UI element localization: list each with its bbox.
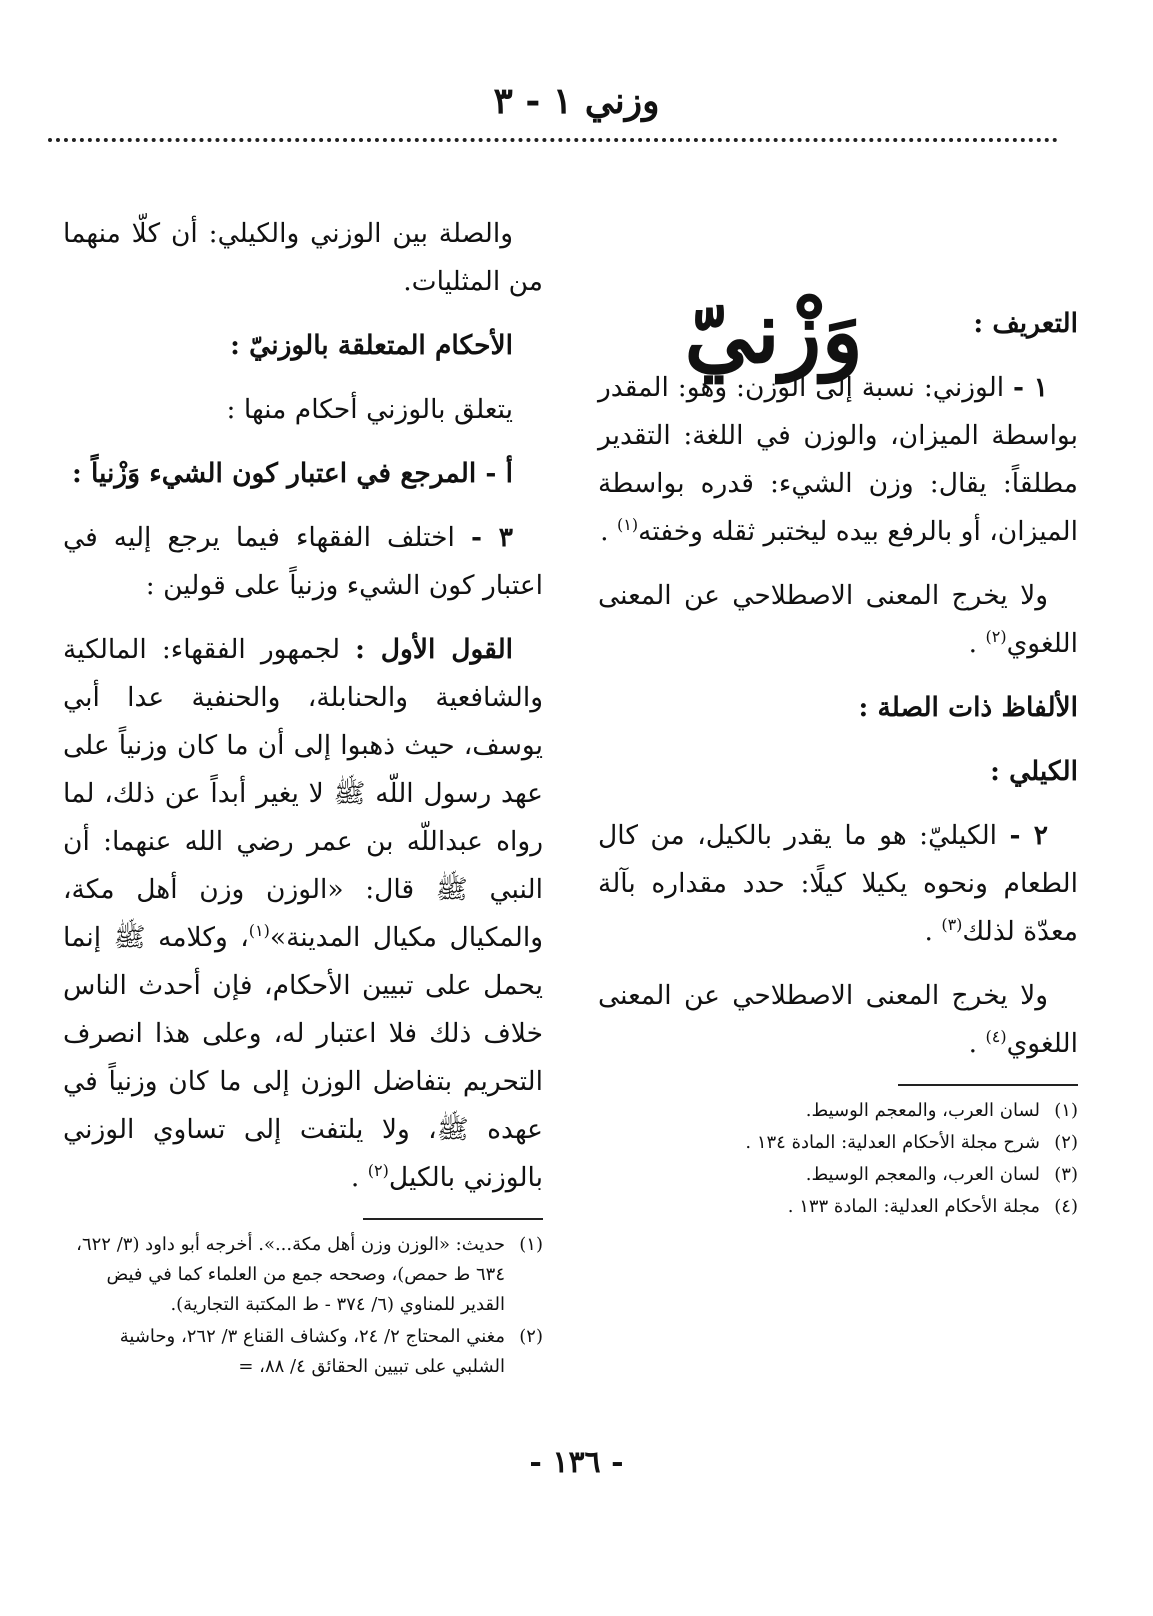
footnote-text: مغني المحتاج ٢/ ٢٤، وكشاف القناع ٣/ ٢٦٢، وحاشية الشلبي على تبيين الحقائق ٤/ ٨٨، = <box>119 1326 505 1377</box>
page-number: - ١٣٦ - <box>529 1445 624 1480</box>
footnote-number: (١) <box>519 1234 543 1255</box>
footnote-ref: (٢) <box>367 1161 389 1181</box>
footnote-text: مجلة الأحكام العدلية: المادة ١٣٣ . <box>787 1196 1040 1217</box>
footnote-rule <box>363 1218 543 1220</box>
period: . <box>600 516 609 547</box>
period: . <box>350 1162 360 1193</box>
footnote <box>63 1230 543 1320</box>
paragraph-1 <box>598 364 1078 556</box>
footnote-rule <box>898 1084 1078 1086</box>
footnote-number: (١) <box>1054 1100 1078 1121</box>
right-footnotes <box>598 1096 1078 1222</box>
footnote-ref: (١) <box>248 921 270 941</box>
footnote-number: (٤) <box>1054 1196 1078 1217</box>
paragraph-text: ولا يخرج المعنى الاصطلاحي عن المعنى اللغوي <box>598 580 1078 659</box>
paragraph-2 <box>598 572 1078 668</box>
footnote <box>598 1160 1078 1190</box>
paragraph-rulings-intro: يتعلق بالوزني أحكام منها : <box>226 394 513 425</box>
period: . <box>924 916 933 947</box>
entry-title: وَزْنيّ <box>684 282 863 383</box>
paragraph-text: ولا يخرج المعنى الاصطلاحي عن المعنى اللغوي <box>598 980 1078 1059</box>
paragraph-relation: والصلة بين الوزني والكيلي: أن كلّا منهما من المثليات. <box>63 218 543 297</box>
heading-rulings: الأحكام المتعلقة بالوزنيّ : <box>230 330 513 361</box>
footnote-text: شرح مجلة الأحكام العدلية: المادة ١٣٤ . <box>745 1132 1040 1153</box>
first-opinion-label: القول الأول : <box>355 634 513 665</box>
paragraph-text: الوزني: نسبة إلى الوزن: وهو: المقدر بواسطة الميزان، والوزن في اللغة: التقدير مطلقاً: يقال: وزن الشيء: قدره بواسطة الميزان، أو بالرفع بيده ليختبر ثقله وخفته <box>598 372 1078 547</box>
heading-kayli: الكيلي : <box>990 756 1078 787</box>
footnote <box>63 1322 543 1382</box>
footnote-text: حديث: «الوزن وزن أهل مكة...». أخرجه أبو داود (٣/ ٦٢٢، ٦٣٤ ط حمص)، وصححه جمع من العلماء كما في فيض القدير للمناوي (٦/ ٣٧٤ - ط المكتبة التجارية). <box>76 1234 505 1315</box>
footnote-ref: (٢) <box>985 627 1007 647</box>
period: . <box>968 628 978 659</box>
footnote <box>598 1192 1078 1222</box>
heading-related-terms: الألفاظ ذات الصلة : <box>858 692 1078 723</box>
footnote-number: (٢) <box>519 1326 543 1347</box>
paragraph-text: لجمهور الفقهاء: المالكية والشافعية والحنابلة، والحنفية عدا أبي يوسف، حيث ذهبوا إلى أن ما كان وزنياً على عهد رسول اللّه ﷺ لا يغير أبداً عن ذلك، لما رواه عبداللّه بن عمر رضي الله عنهما: أن النبي ﷺ قال: «الوزن وزن أهل مكة، والمكيال مكيال المدينة» <box>63 634 543 953</box>
period: . <box>968 1028 978 1059</box>
heading-definition: التعريف : <box>973 308 1078 339</box>
footnote-ref: (٣) <box>941 915 963 935</box>
right-column <box>598 300 1078 1224</box>
paragraph-4 <box>598 972 1078 1068</box>
footnote-number: (٣) <box>1054 1164 1078 1185</box>
paragraph-first-opinion <box>63 626 543 1202</box>
paragraph-text: اختلف الفقهاء فيما يرجع إليه في اعتبار كون الشيء وزنياً على قولين : <box>63 522 543 601</box>
heading-a: أ - المرجع في اعتبار كون الشيء وَزْنياً : <box>71 458 513 489</box>
running-head: وزني ١ - ٣ <box>493 80 660 122</box>
paragraph-text: ، وكلامه ﷺ إنما يحمل على تبيين الأحكام، فإن أحدث الناس خلاف ذلك فلا اعتبار له، وعلى هذا انصرف التحريم بتفاضل الوزن إلى ما كان وزنياً في عهده ﷺ، ولا يلتفت إلى تساوي الوزني بالوزني بالكيل <box>63 922 543 1193</box>
footnote <box>598 1128 1078 1158</box>
paragraph-3 <box>598 812 1078 956</box>
paragraph-number: ٣ - <box>470 522 513 553</box>
footnote-number: (٢) <box>1054 1132 1078 1153</box>
footnote-text: لسان العرب، والمعجم الوسيط. <box>805 1100 1040 1121</box>
paragraph-text: الكيليّ: هو ما يقدر بالكيل، من كال الطعام ونحوه يكيلا كيلًا: حدد مقداره بآلة معدّة لذلك <box>598 820 1078 947</box>
footnote <box>598 1096 1078 1126</box>
footnote-ref: (١) <box>617 515 639 535</box>
footnote-ref: (٤) <box>985 1027 1007 1047</box>
header-dotted-rule <box>48 138 1058 142</box>
footnote-text: لسان العرب، والمعجم الوسيط. <box>805 1164 1040 1185</box>
left-footnotes <box>63 1230 543 1382</box>
left-column <box>63 210 543 1384</box>
paragraph-number: ١ - <box>1013 372 1048 403</box>
paragraph-number: ٢ - <box>1009 820 1048 851</box>
paragraph-3-left <box>63 514 543 610</box>
